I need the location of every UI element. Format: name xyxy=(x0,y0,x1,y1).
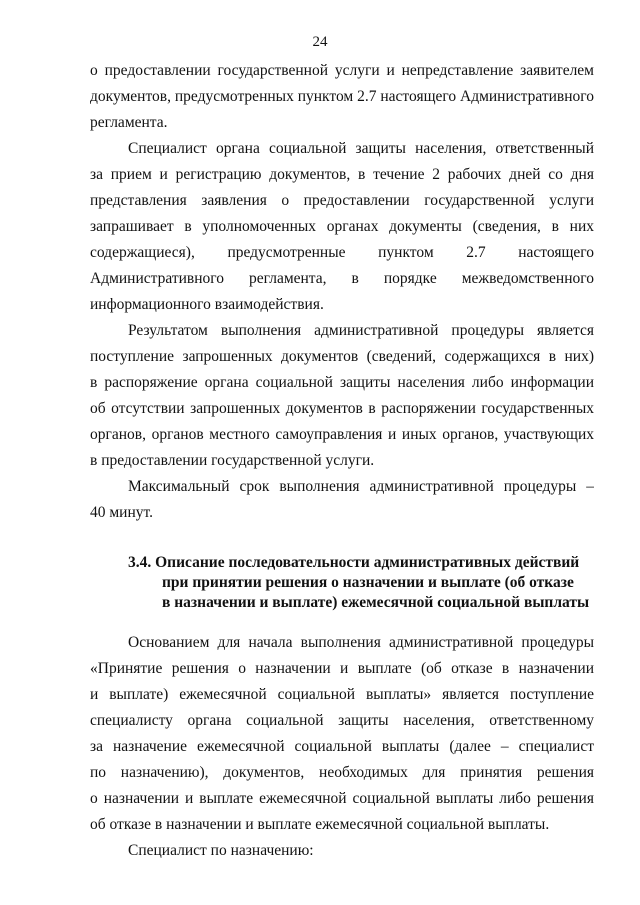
paragraph-line: представления заявления о предоставлении государственной услуги xyxy=(90,192,594,209)
paragraph-line: Результатом выполнения административной процедуры является xyxy=(128,322,594,339)
paragraph-line: за прием и регистрацию документов, в течение 2 рабочих дней со дня xyxy=(90,166,594,183)
paragraph-line: по назначению), документов, необходимых для принятия решения xyxy=(90,764,594,781)
paragraph-line: органов, органов местного самоуправления и иных органов, участвующих xyxy=(90,426,594,443)
paragraph-line: и выплате) ежемесячной социальной выплаты» является поступление xyxy=(90,686,594,703)
section-heading: при принятии решения о назначении и выплате (об отказе xyxy=(162,574,574,591)
paragraph-line: Административного регламента, в порядке межведомственного xyxy=(90,270,594,287)
paragraph-line: запрашивает в уполномоченных органах документы (сведения, в них xyxy=(90,218,594,235)
paragraph-line: поступление запрошенных документов (сведений, содержащихся в них) xyxy=(90,348,594,365)
paragraph-line: регламента. xyxy=(90,114,168,131)
paragraph-line: о предоставлении государственной услуги и непредставление заявителем xyxy=(90,62,594,79)
paragraph-line: об отказе в назначении и выплате ежемесячной социальной выплаты. xyxy=(90,816,550,833)
paragraph-line: Максимальный срок выполнения административной процедуры – xyxy=(128,478,594,495)
paragraph-line: информационного взаимодействия. xyxy=(90,296,324,313)
paragraph-line: в распоряжение органа социальной защиты населения либо информации xyxy=(90,374,594,391)
paragraph-line: за назначение ежемесячной социальной выплаты (далее – специалист xyxy=(90,738,594,755)
paragraph-line: о назначении и выплате ежемесячной социальной выплаты либо решения xyxy=(90,790,594,807)
paragraph-line: «Принятие решения о назначении и выплате (об отказе в назначении xyxy=(90,660,594,677)
paragraph-line: документов, предусмотренных пунктом 2.7 настоящего Административного xyxy=(90,88,594,105)
paragraph-line: 40 минут. xyxy=(90,504,154,521)
paragraph-line: об отсутствии запрошенных документов в распоряжении государственных xyxy=(90,400,594,417)
paragraph-line: в предоставлении государственной услуги. xyxy=(90,452,375,469)
paragraph-line: Специалист органа социальной защиты населения, ответственный xyxy=(128,140,594,157)
paragraph-line: Специалист по назначению: xyxy=(128,842,314,859)
paragraph-line: специалисту органа социальной защиты населения, ответственному xyxy=(90,712,594,729)
section-heading: 3.4. Описание последовательности административных действий xyxy=(128,554,580,571)
paragraph-line: Основанием для начала выполнения административной процедуры xyxy=(128,634,594,651)
page-number: 24 xyxy=(312,34,328,50)
paragraph-line: содержащиеся), предусмотренные пунктом 2.7 настоящего xyxy=(90,244,594,261)
section-heading: в назначении и выплате) ежемесячной социальной выплаты xyxy=(162,594,590,611)
